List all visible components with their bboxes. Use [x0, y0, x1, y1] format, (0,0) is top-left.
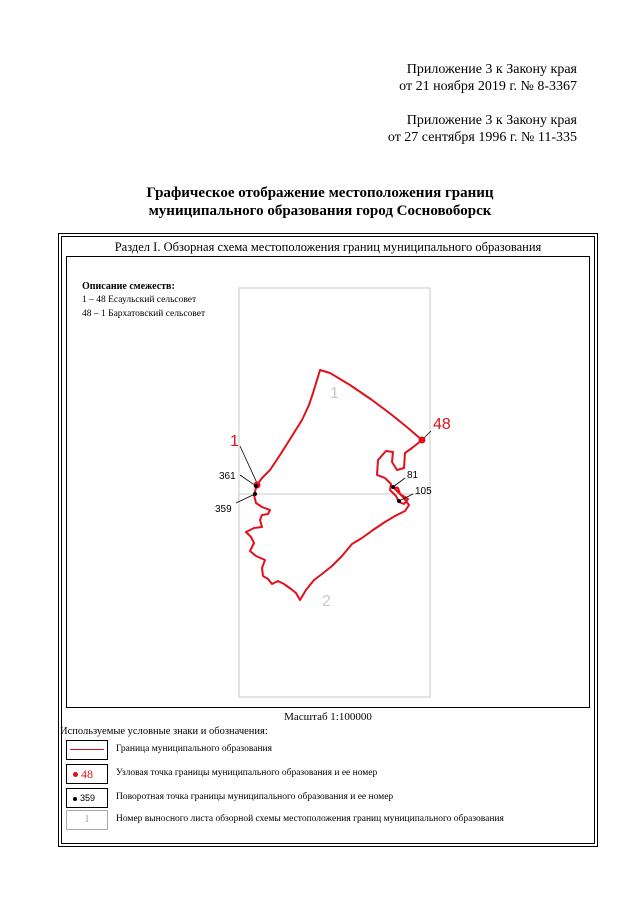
- turn-label-361: 361: [219, 471, 236, 482]
- turn-point-105: [397, 499, 401, 503]
- leader-line: [240, 446, 257, 483]
- turn-point-81: [391, 485, 395, 489]
- legend-symbol-boundary: [66, 740, 108, 760]
- appendix-line-1: Приложение 3 к Закону края: [406, 62, 577, 77]
- turn-label-81: 81: [407, 470, 419, 481]
- legend-sample: 359: [80, 793, 96, 803]
- section-title: Раздел I. Обзорная схема местоположения границ муниципального образования: [114, 240, 542, 254]
- adjacency-item: 1 – 48 Есаульский сельсовет: [82, 295, 197, 305]
- legend-label: Поворотная точка границы муниципального образования и ее номер: [116, 792, 394, 802]
- turn-label-359: 359: [215, 504, 232, 515]
- title-line-2: муниципального образования город Сосновоборск: [148, 203, 492, 219]
- boundary-line-icon: [70, 749, 104, 750]
- appendix-line-2: от 21 ноября 2019 г. № 8-3367: [399, 79, 577, 94]
- adjacency-item: 48 – 1 Бархатовский сельсовет: [82, 309, 206, 319]
- legend-sample: 48: [81, 767, 93, 781]
- sheet-number-2: 2: [322, 593, 331, 610]
- node-point-48: [419, 437, 426, 444]
- appendix-line-4: от 27 сентября 1996 г. № 11-335: [387, 130, 577, 145]
- legend-label: Узловая точка границы муниципального образования и ее номер: [116, 768, 378, 778]
- legend-sample: 1: [84, 814, 90, 825]
- leader-line: [393, 478, 405, 487]
- node-label-48: 48: [433, 416, 451, 433]
- adjacency-heading: Описание смежеств:: [82, 281, 175, 292]
- turn-point-icon: [73, 797, 77, 801]
- appendix-line-3: Приложение 3 к Закону края: [406, 113, 577, 128]
- node-point-icon: [73, 772, 78, 777]
- turn-label-105: 105: [415, 486, 432, 497]
- legend-symbol-node-point: [66, 764, 108, 784]
- turn-point-361: [254, 484, 258, 488]
- map-scale: Масштаб 1:100000: [284, 711, 372, 723]
- node-label-1: 1: [230, 433, 239, 450]
- legend-label: Граница муниципального образования: [116, 744, 272, 754]
- title-line-1: Графическое отображение местоположения границ: [146, 185, 494, 201]
- sheet-number-1: 1: [330, 385, 339, 402]
- legend-symbol-sheet-number: [66, 810, 108, 830]
- legend-heading: Используемые условные знаки и обозначения:: [60, 726, 268, 737]
- legend-symbol-turn-point: [66, 788, 108, 808]
- map-sheet-2: [239, 494, 430, 697]
- legend-label: Номер выносного листа обзорной схемы местоположения границ муниципального образования: [116, 814, 504, 824]
- turn-point-359: [253, 492, 257, 496]
